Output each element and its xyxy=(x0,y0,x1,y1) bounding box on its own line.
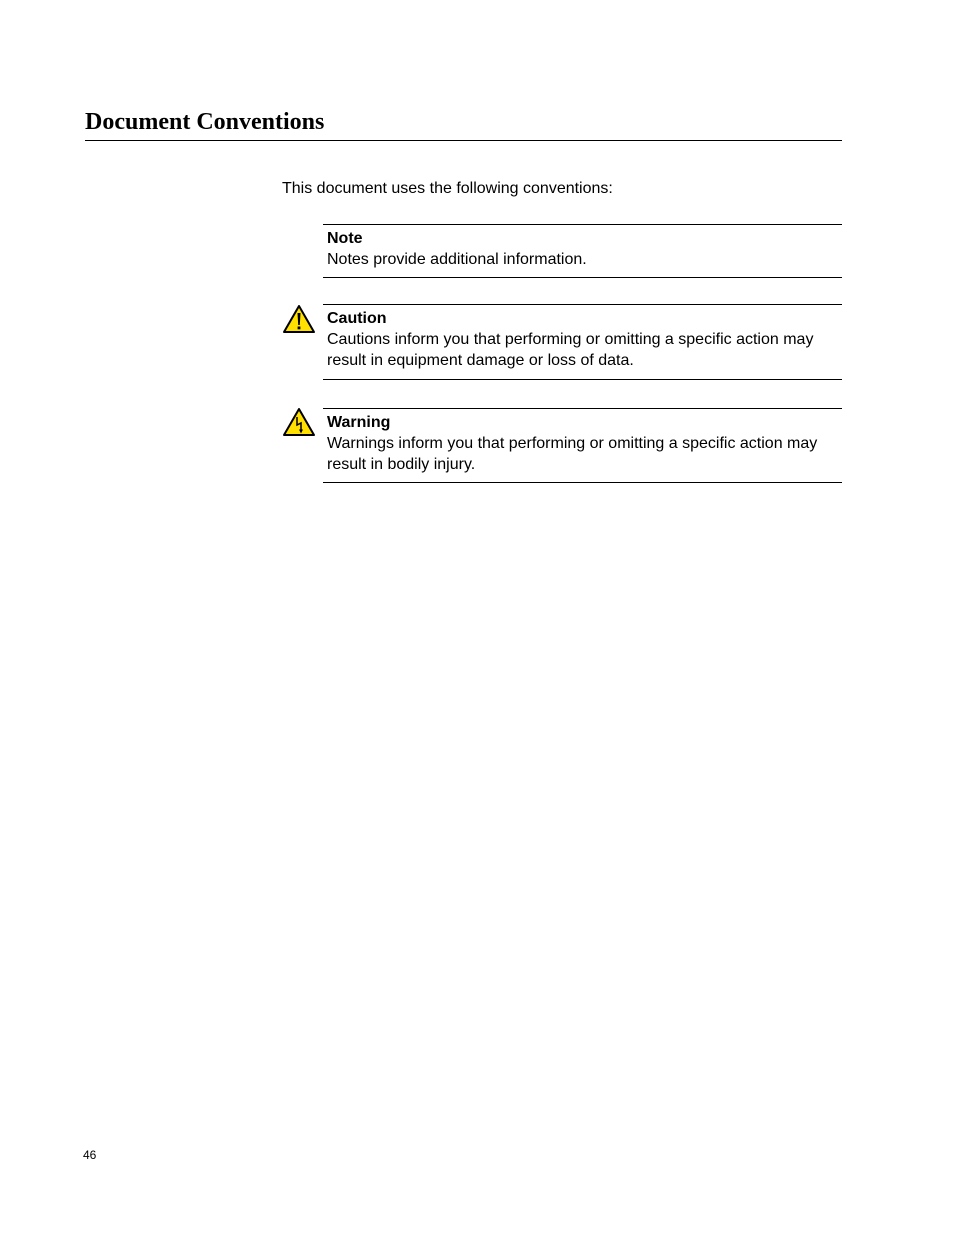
page-number: 46 xyxy=(83,1148,97,1162)
intro-text: This document uses the following conventions: xyxy=(282,180,613,197)
note-block xyxy=(323,224,842,278)
electrical-warning-triangle-icon xyxy=(282,407,316,437)
page-title: Document Conventions xyxy=(85,109,325,135)
warning-title: Warning xyxy=(327,414,391,431)
caution-text: Cautions inform you that performing or omitting a specific action may result in equipment damage or loss of data. xyxy=(327,331,814,369)
caution-title: Caution xyxy=(327,310,387,327)
warning-block xyxy=(323,408,842,483)
caution-triangle-icon xyxy=(282,304,316,334)
warning-text: Warnings inform you that performing or omitting a specific action may result in bodily injury. xyxy=(327,435,818,473)
note-text: Notes provide additional information. xyxy=(327,251,587,268)
title-rule xyxy=(85,140,842,141)
note-title: Note xyxy=(327,230,363,247)
caution-block xyxy=(323,304,842,380)
